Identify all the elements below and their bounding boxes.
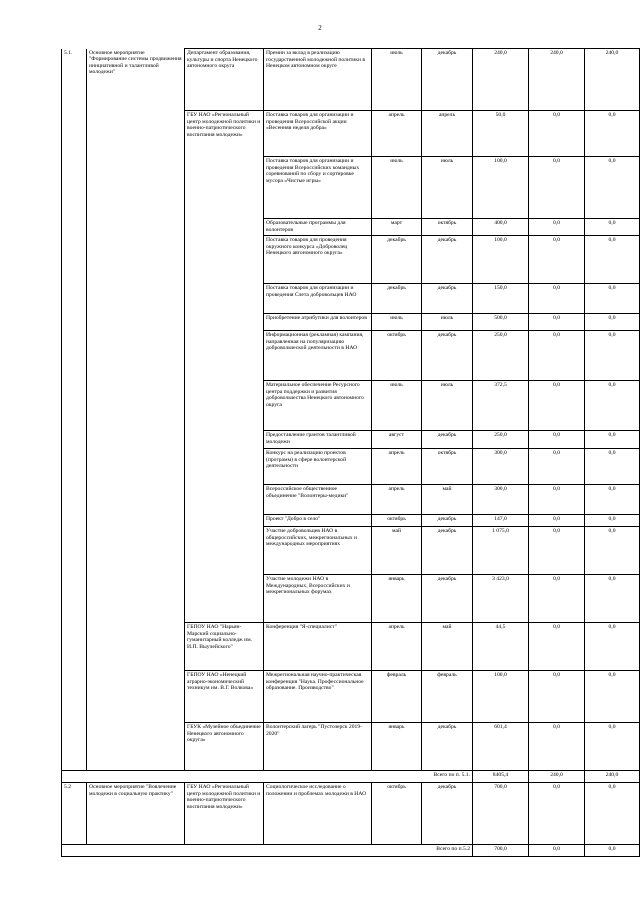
amount-year2-cell: 0,0 [529, 284, 585, 314]
table-row [62, 49, 640, 111]
amount-year1-cell: 100,0 [473, 157, 529, 219]
amount-year3-cell: 0,0 [585, 449, 640, 485]
end-month-cell: декабрь [422, 431, 473, 449]
section-title: Основное мероприятие "Формирование системы продвижения инициативной и талантливой молодежи" [87, 49, 185, 771]
event-cell: Поставка товаров для организации и проведения Слета добровольцев НАО [264, 284, 372, 314]
event-cell: Волонтерский лагерь "Пустозерск 2019-2020" [264, 723, 372, 771]
start-month-cell: август [372, 431, 422, 449]
start-month-cell: июль [372, 157, 422, 219]
amount-year3-cell: 240,0 [585, 49, 640, 111]
amount-year2-cell: 0,0 [529, 314, 585, 331]
amount-year2-cell: 0,0 [529, 331, 585, 381]
end-month-cell: декабрь [422, 575, 473, 623]
amount-year2-cell: 0,0 [529, 485, 585, 515]
amount-year2-cell: 0,0 [529, 723, 585, 771]
end-month-cell: декабрь [422, 331, 473, 381]
amount-year1-cell: 700,0 [473, 783, 529, 845]
amount-year2-cell: 0,0 [529, 527, 585, 575]
amount-year2-cell: 0,0 [529, 219, 585, 236]
amount-year2-cell: 240,0 [529, 49, 585, 111]
amount-year2-cell: 0,0 [529, 449, 585, 485]
start-month-cell: октябрь [372, 783, 422, 845]
event-cell: Участие молодежи НАО в Международных, Всероссийских и межрегиональных форумах [264, 575, 372, 623]
total-label: Всего по п.5.2 [264, 845, 473, 857]
executor-cell: ГБУ НАО «Региональный центр молодежной политики и военно-патриотического воспитания молодежи» [185, 783, 264, 845]
start-month-cell: апрель [372, 449, 422, 485]
amount-year3-cell: 0,0 [585, 314, 640, 331]
amount-year1-cell: 100,0 [473, 671, 529, 723]
page-number: 2 [318, 24, 322, 32]
amount-year2-cell: 0,0 [529, 515, 585, 527]
end-month-cell: октябрь [422, 219, 473, 236]
event-cell: Информационная (рекламная) кампания, направленная на популяризацию добровольческой деятельности в НАО [264, 331, 372, 381]
end-month-cell: декабрь [422, 236, 473, 284]
amount-year1-cell: 400,0 [473, 219, 529, 236]
event-cell: Материальное обеспечение Ресурсного центра поддержки и развития добровольчества Ненецкого автономного округа [264, 381, 372, 431]
end-month-cell: май [422, 485, 473, 515]
event-cell: Образовательные программы для волонтеров [264, 219, 372, 236]
end-month-cell: октябрь [422, 449, 473, 485]
start-month-cell: апрель [372, 485, 422, 515]
amount-year1-cell: 240,0 [473, 49, 529, 111]
amount-year3-cell: 0,0 [585, 723, 640, 771]
event-cell: Участие добровольцев НАО в общероссийских, межрегиональных и международных мероприятиях [264, 527, 372, 575]
event-cell: Поставка товаров для проведения окружного конкурса «Доброволец Ненецкого автономного округа» [264, 236, 372, 284]
blank-cell [62, 845, 264, 857]
start-month-cell: февраль [372, 671, 422, 723]
end-month-cell: декабрь [422, 515, 473, 527]
amount-year2-cell: 0,0 [529, 111, 585, 157]
end-month-cell: декабрь [422, 284, 473, 314]
total-year3: 0,0 [585, 845, 640, 857]
total-row [62, 845, 640, 857]
amount-year2-cell: 0,0 [529, 381, 585, 431]
amount-year3-cell: 0,0 [585, 284, 640, 314]
amount-year1-cell: 601,4 [473, 723, 529, 771]
section-title: Основное мероприятие "Вовлечение молодежи в социальную практику" [87, 783, 185, 845]
end-month-cell: июль [422, 314, 473, 331]
amount-year3-cell: 0,0 [585, 157, 640, 219]
event-cell: Премии за вклад в реализацию государственной молодежной политики в Ненецком автономном округе [264, 49, 372, 111]
amount-year2-cell: 0,0 [529, 157, 585, 219]
amount-year3-cell: 0,0 [585, 527, 640, 575]
end-month-cell: июль [422, 381, 473, 431]
amount-year3-cell: 0,0 [585, 623, 640, 671]
start-month-cell: апрель [372, 623, 422, 671]
total-row [62, 771, 640, 783]
amount-year3-cell: 0,0 [585, 485, 640, 515]
section-number: 5.1. [62, 49, 87, 771]
amount-year1-cell: 250,0 [473, 331, 529, 381]
end-month-cell: декабрь [422, 527, 473, 575]
amount-year3-cell: 0,0 [585, 331, 640, 381]
start-month-cell: июль [372, 314, 422, 331]
amount-year3-cell: 0,0 [585, 111, 640, 157]
event-cell: Поставка товаров для организации и проведения Всероссийских командных соревнований по сбору и сортировке мусора «Чистые игры» [264, 157, 372, 219]
start-month-cell: октябрь [372, 515, 422, 527]
amount-year3-cell: 0,0 [585, 575, 640, 623]
amount-year1-cell: 300,0 [473, 449, 529, 485]
total-year2: 0,0 [529, 845, 585, 857]
amount-year3-cell: 0,0 [585, 219, 640, 236]
total-year1: 700,0 [473, 845, 529, 857]
table-row [62, 783, 640, 845]
amount-year1-cell: 44,5 [473, 623, 529, 671]
executor-cell: ГБУК «Музейное объединение Ненецкого автономного округа» [185, 723, 264, 771]
amount-year1-cell: 50,0 [473, 111, 529, 157]
start-month-cell: май [372, 527, 422, 575]
end-month-cell: июль [422, 157, 473, 219]
end-month-cell: декабрь [422, 49, 473, 111]
section-number: 5.2 [62, 783, 87, 845]
start-month-cell: январь [372, 723, 422, 771]
event-cell: Всероссийское общественное объединение "Волонтеры-медики" [264, 485, 372, 515]
amount-year2-cell: 0,0 [529, 575, 585, 623]
amount-year1-cell: 147,0 [473, 515, 529, 527]
total-year1: 8405,4 [473, 771, 529, 783]
event-cell: Конкурс на реализацию проектов (программ) в сфере волонтерской деятельности [264, 449, 372, 485]
start-month-cell: декабрь [372, 236, 422, 284]
executor-cell: Департамент образования, культуры и спорта Ненецкого автономного округа [185, 49, 264, 111]
amount-year1-cell: 100,0 [473, 236, 529, 284]
amount-year3-cell: 0,0 [585, 671, 640, 723]
start-month-cell: апрель [372, 111, 422, 157]
end-month-cell: декабрь [422, 783, 473, 845]
event-cell: Проект "Добро в село" [264, 515, 372, 527]
total-year3: 240,0 [585, 771, 640, 783]
start-month-cell: июль [372, 49, 422, 111]
amount-year3-cell: 0,0 [585, 236, 640, 284]
executor-cell: ГБПОУ НАО "Нарьян-Марский социально-гуманитарный колледж им. И.П. Выучейского" [185, 623, 264, 671]
executor-cell: ГБПОУ НАО «Ненецкий аграрно-экономический техникум им. В.Г. Волкова» [185, 671, 264, 723]
event-cell: Приобретение атрибутики для волонтеров [264, 314, 372, 331]
amount-year3-cell: 0,0 [585, 515, 640, 527]
total-year2: 240,0 [529, 771, 585, 783]
amount-year3-cell: 0,0 [585, 381, 640, 431]
amount-year1-cell: 500,0 [473, 314, 529, 331]
amount-year1-cell: 250,0 [473, 431, 529, 449]
event-cell: Поставка товаров для организации и проведения Всероссийской акции «Весенняя неделя добра» [264, 111, 372, 157]
end-month-cell: февраль [422, 671, 473, 723]
amount-year3-cell: 0,0 [585, 783, 640, 845]
start-month-cell: октябрь [372, 331, 422, 381]
amount-year2-cell: 0,0 [529, 236, 585, 284]
event-cell: Социологическое исследование о положении и проблемах молодежи в НАО [264, 783, 372, 845]
amount-year1-cell: 3 423,0 [473, 575, 529, 623]
executor-cell: ГБУ НАО «Региональный центр молодежной политики и военно-патриотического воспитания молодежи» [185, 111, 264, 623]
event-cell: Предоставление грантов талантливой молодежи [264, 431, 372, 449]
budget-table [61, 48, 640, 857]
total-label: Всего по п. 5.1. [264, 771, 473, 783]
blank-cell [62, 771, 264, 783]
start-month-cell: декабрь [372, 284, 422, 314]
start-month-cell: март [372, 219, 422, 236]
end-month-cell: апрель [422, 111, 473, 157]
end-month-cell: декабрь [422, 723, 473, 771]
amount-year2-cell: 0,0 [529, 623, 585, 671]
amount-year1-cell: 1 075,0 [473, 527, 529, 575]
amount-year2-cell: 0,0 [529, 671, 585, 723]
amount-year3-cell: 0,0 [585, 431, 640, 449]
start-month-cell: январь [372, 575, 422, 623]
amount-year1-cell: 372,5 [473, 381, 529, 431]
amount-year2-cell: 0,0 [529, 431, 585, 449]
amount-year2-cell: 0,0 [529, 783, 585, 845]
event-cell: Межрегиональная научно-практическая конференция "Наука. Профессиональное образование. Производство" [264, 671, 372, 723]
end-month-cell: май [422, 623, 473, 671]
amount-year1-cell: 150,0 [473, 284, 529, 314]
amount-year1-cell: 300,0 [473, 485, 529, 515]
event-cell: Конференция "Я-специалист" [264, 623, 372, 671]
start-month-cell: июль [372, 381, 422, 431]
